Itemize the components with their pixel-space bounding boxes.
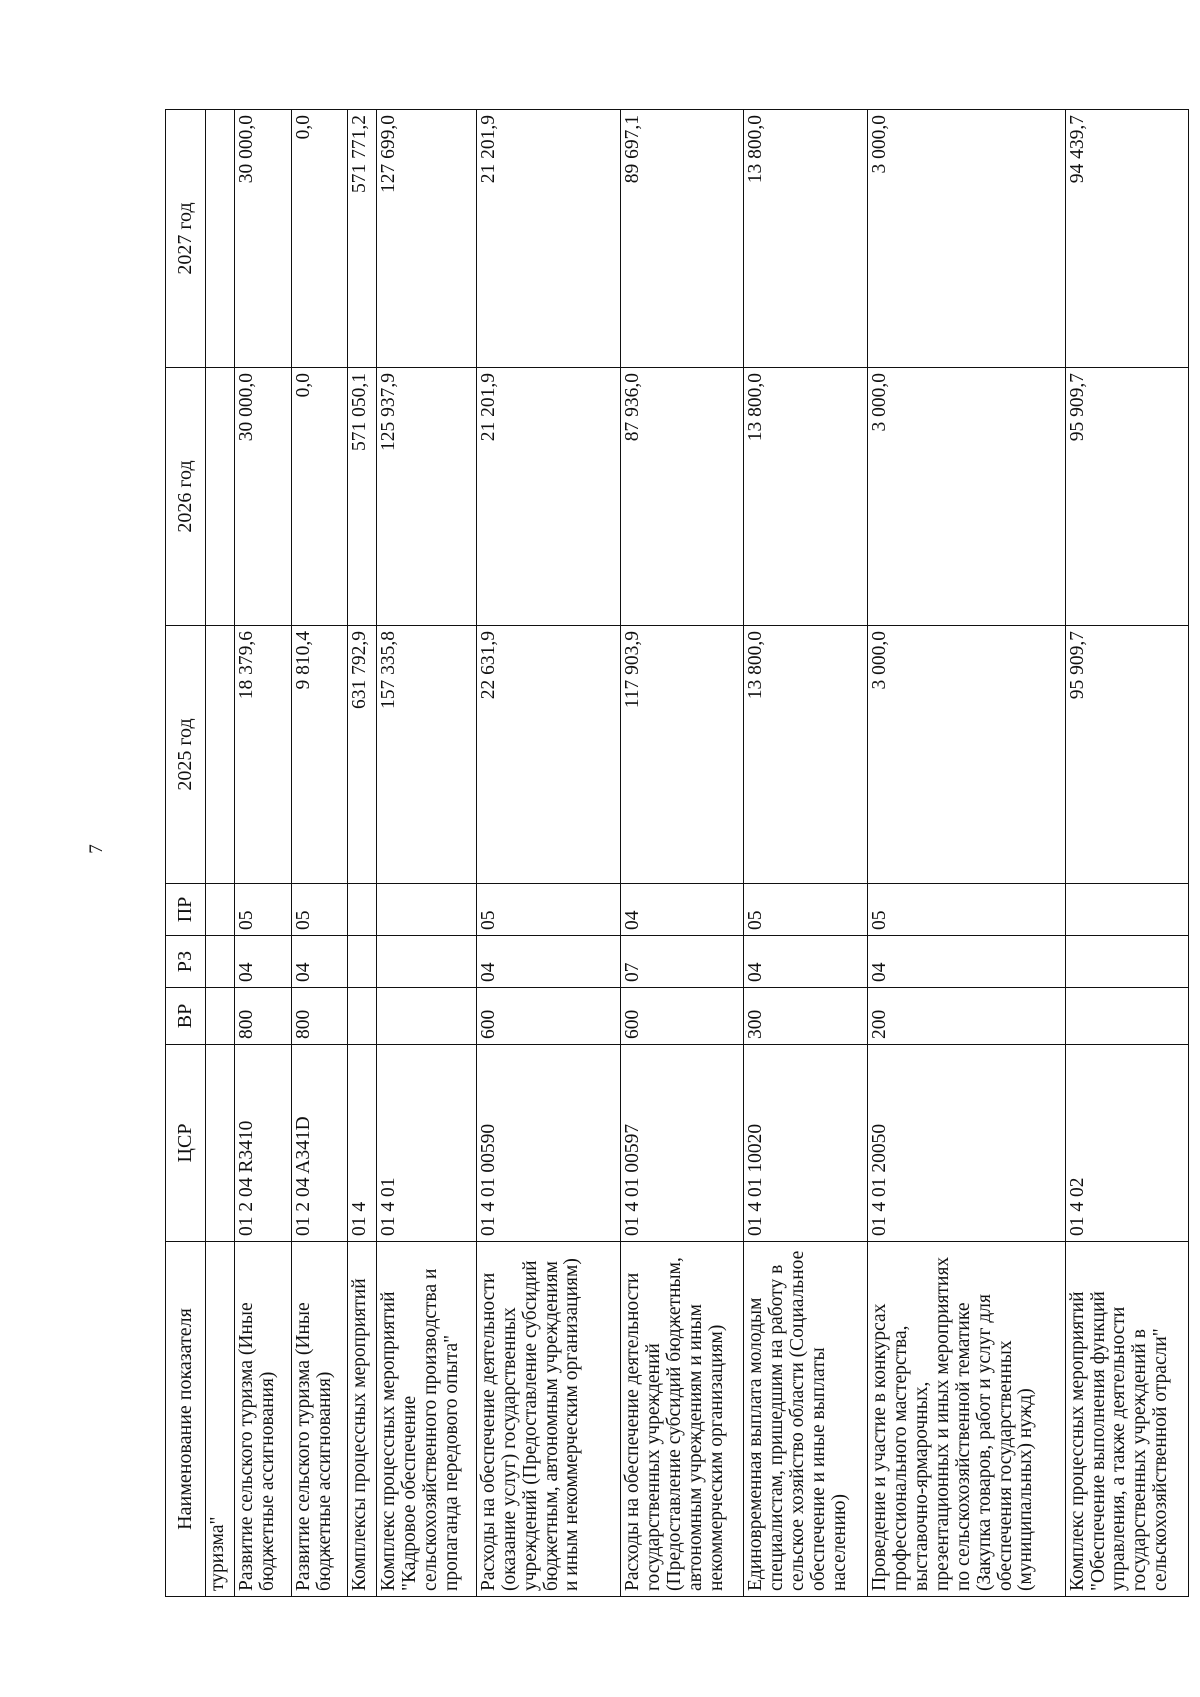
row-pr — [1065, 884, 1188, 936]
header-row — [166, 110, 206, 1597]
row-rz — [1065, 936, 1188, 988]
header-pr: ПР — [166, 884, 206, 936]
row-csr: 01 4 — [348, 1045, 377, 1242]
row-csr: 01 4 01 10020 — [744, 1045, 868, 1242]
row-vr: 800 — [235, 988, 291, 1045]
row-name: Единовременная выплата молодым специалистам, пришедшим на работу в сельское хозяйство области (Социальное обеспечение и иные выплаты населению) — [744, 1242, 868, 1597]
row-2027 — [206, 110, 235, 368]
row-rz — [206, 936, 235, 988]
header-2025: 2025 год — [166, 626, 206, 884]
row-2025: 18 379,6 — [235, 626, 291, 884]
row-name: Комплекс процессных мероприятий "Обеспечение выполнения функций управления, а также деятельности государственных учреждений в сельскохозяйственной отрасли" — [1065, 1242, 1188, 1597]
row-2025: 22 631,9 — [477, 626, 621, 884]
row-name: Комплексы процессных мероприятий — [348, 1242, 377, 1597]
table-row — [206, 110, 235, 1597]
table-row — [377, 110, 477, 1597]
table-row — [348, 110, 377, 1597]
budget-table — [165, 109, 1189, 1597]
row-name: Расходы на обеспечение деятельности (оказание услуг) государственных учреждений (Предоставление субсидий бюджетным, автономным учреждениям и иным некоммерческим организациям) — [477, 1242, 621, 1597]
row-rz — [348, 936, 377, 988]
row-pr: 05 — [744, 884, 868, 936]
row-vr — [206, 988, 235, 1045]
table-row — [235, 110, 291, 1597]
row-2027: 127 699,0 — [377, 110, 477, 368]
row-pr: 05 — [235, 884, 291, 936]
row-name: Развитие сельского туризма (Иные бюджетные ассигнования) — [291, 1242, 347, 1597]
row-2025: 9 810,4 — [291, 626, 347, 884]
row-pr: 05 — [291, 884, 347, 936]
row-rz: 04 — [477, 936, 621, 988]
row-pr — [348, 884, 377, 936]
row-csr: 01 4 01 00590 — [477, 1045, 621, 1242]
page-number: 7 — [85, 844, 107, 854]
row-2027: 21 201,9 — [477, 110, 621, 368]
header-vr: ВР — [166, 988, 206, 1045]
row-vr: 600 — [477, 988, 621, 1045]
header-2026: 2026 год — [166, 368, 206, 626]
row-vr: 200 — [868, 988, 1065, 1045]
row-2026: 21 201,9 — [477, 368, 621, 626]
row-pr: 04 — [621, 884, 744, 936]
row-rz — [377, 936, 477, 988]
row-2027: 89 697,1 — [621, 110, 744, 368]
row-csr: 01 2 04 R3410 — [235, 1045, 291, 1242]
row-name: Развитие сельского туризма (Иные бюджетные ассигнования) — [235, 1242, 291, 1597]
table-row — [1065, 110, 1188, 1597]
row-2027: 94 439,7 — [1065, 110, 1188, 368]
table-row — [621, 110, 744, 1597]
row-name: Проведение и участие в конкурсах профессионального мастерства, выставочно-ярмарочных, презентационных и иных мероприятиях по сельскохозяйственной тематике (Закупка товаров, работ и услуг для обеспечения государственных (муниципальных) нужд) — [868, 1242, 1065, 1597]
row-vr — [348, 988, 377, 1045]
row-vr — [1065, 988, 1188, 1045]
row-2026: 125 937,9 — [377, 368, 477, 626]
row-2026: 87 936,0 — [621, 368, 744, 626]
row-2026: 30 000,0 — [235, 368, 291, 626]
row-2025: 157 335,8 — [377, 626, 477, 884]
row-csr — [206, 1045, 235, 1242]
row-2026: 3 000,0 — [868, 368, 1065, 626]
row-rz: 04 — [291, 936, 347, 988]
row-rz: 07 — [621, 936, 744, 988]
row-2025 — [206, 626, 235, 884]
row-name: Комплекс процессных мероприятий "Кадровое обеспечение сельскохозяйственного производства и пропаганда передового опыта" — [377, 1242, 477, 1597]
header-name: Наименование показателя — [166, 1242, 206, 1597]
row-2025: 95 909,7 — [1065, 626, 1188, 884]
row-csr: 01 2 04 A341D — [291, 1045, 347, 1242]
row-pr — [377, 884, 477, 936]
row-rz: 04 — [868, 936, 1065, 988]
row-rz: 04 — [744, 936, 868, 988]
row-2026: 571 050,1 — [348, 368, 377, 626]
row-2026: 95 909,7 — [1065, 368, 1188, 626]
row-2027: 3 000,0 — [868, 110, 1065, 368]
row-2025: 13 800,0 — [744, 626, 868, 884]
row-2027: 0,0 — [291, 110, 347, 368]
rotated-table-container — [165, 110, 1189, 1597]
row-2026: 13 800,0 — [744, 368, 868, 626]
row-vr: 800 — [291, 988, 347, 1045]
row-name: туризма" — [206, 1242, 235, 1597]
row-2025: 117 903,9 — [621, 626, 744, 884]
row-csr: 01 4 01 — [377, 1045, 477, 1242]
row-vr: 600 — [621, 988, 744, 1045]
row-vr — [377, 988, 477, 1045]
row-2027: 13 800,0 — [744, 110, 868, 368]
row-2027: 30 000,0 — [235, 110, 291, 368]
row-pr: 05 — [477, 884, 621, 936]
row-csr: 01 4 01 00597 — [621, 1045, 744, 1242]
row-2026: 0,0 — [291, 368, 347, 626]
row-2027: 571 771,2 — [348, 110, 377, 368]
row-csr: 01 4 01 20050 — [868, 1045, 1065, 1242]
table-row — [291, 110, 347, 1597]
row-pr — [206, 884, 235, 936]
table-row — [477, 110, 621, 1597]
row-rz: 04 — [235, 936, 291, 988]
row-vr: 300 — [744, 988, 868, 1045]
row-2026 — [206, 368, 235, 626]
header-2027: 2027 год — [166, 110, 206, 368]
header-rz: РЗ — [166, 936, 206, 988]
row-2025: 3 000,0 — [868, 626, 1065, 884]
row-name: Расходы на обеспечение деятельности государственных учреждений (Предоставление субсидий бюджетным, автономным учреждениям и иным некоммерческим организациям) — [621, 1242, 744, 1597]
row-csr: 01 4 02 — [1065, 1045, 1188, 1242]
table-row — [868, 110, 1065, 1597]
row-pr: 05 — [868, 884, 1065, 936]
header-csr: ЦСР — [166, 1045, 206, 1242]
table-row — [744, 110, 868, 1597]
row-2025: 631 792,9 — [348, 626, 377, 884]
